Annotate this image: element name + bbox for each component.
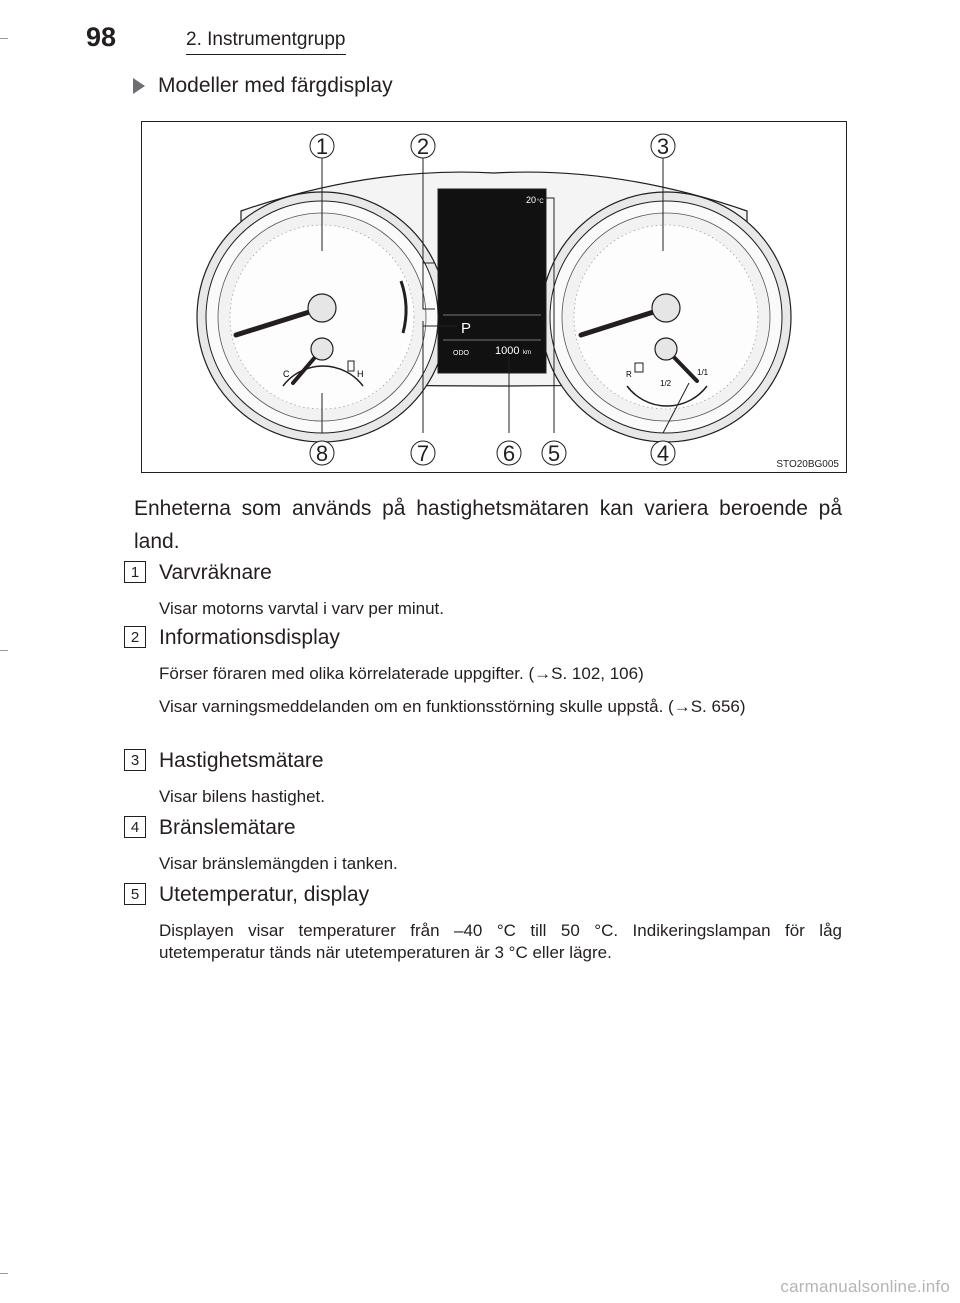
crop-mark-top — [0, 38, 8, 39]
instrument-cluster-illustration — [141, 121, 847, 473]
item-1-badge: 1 — [124, 561, 146, 583]
variant-label: Modeller med färgdisplay — [158, 74, 393, 97]
instrument-cluster-figure — [141, 121, 847, 473]
callout-7: 7 — [416, 441, 430, 466]
item-2-desc-2: Visar varningsmeddelanden om en funktionsstörning skulle uppstå. (→S. 656) — [159, 697, 746, 716]
item-1-title: Varvräknare — [159, 561, 272, 584]
callout-8: 8 — [315, 441, 329, 466]
display-odo-value: 1000 — [495, 345, 520, 357]
item-3-badge: 3 — [124, 749, 146, 771]
crop-mark-bottom — [0, 1273, 8, 1274]
callout-2: 2 — [416, 134, 430, 159]
item-2-desc-1: Förser föraren med olika körrelaterade uppgifter. (→S. 102, 106) — [159, 664, 644, 683]
display-gear: P — [461, 320, 472, 337]
item-3-desc: Visar bilens hastighet. — [159, 787, 326, 806]
item-5-title: Utetemperatur, display — [159, 883, 370, 906]
callout-3: 3 — [656, 134, 670, 159]
item-4-desc: Visar bränslemängden i tanken. — [159, 854, 398, 873]
item-2-title: Informationsdisplay — [159, 626, 340, 649]
callout-6: 6 — [502, 441, 516, 466]
item-5-desc: Displayen visar temperaturer från –40 °C till 50 °C. Indikeringslampan för låg utetemperatur tänds när utetemperaturen är 3 °C eller lägre. — [159, 921, 842, 962]
callout-1: 1 — [315, 134, 329, 159]
item-2-badge: 2 — [124, 626, 146, 648]
fuel-reserve-label: R — [626, 370, 632, 379]
callout-4: 4 — [656, 441, 670, 466]
item-5-badge: 5 — [124, 883, 146, 905]
display-temp-unit: °C — [537, 199, 544, 205]
speedometer-gauge — [541, 192, 791, 442]
triangle-bullet-icon — [133, 78, 145, 94]
intro-paragraph: Enheterna som används på hastighetsmätaren kan variera beroende på land. — [134, 497, 842, 553]
display-odo-unit: km — [523, 350, 531, 356]
display-odo-label: ODO — [453, 350, 469, 357]
watermark: carmanualsonline.info — [780, 1277, 950, 1296]
page-number: 98 — [86, 22, 117, 52]
display-temp-value: 20 — [526, 195, 537, 205]
center-display — [438, 189, 546, 373]
item-3-title: Hastighetsmätare — [159, 749, 324, 772]
figure-code: STO20BG005 — [776, 459, 839, 470]
variant-heading — [133, 74, 393, 98]
chapter-title: 2. Instrumentgrupp — [186, 29, 346, 50]
fuel-full-label: 1/1 — [697, 368, 709, 377]
header-rule — [186, 54, 346, 55]
callout-5: 5 — [547, 441, 561, 466]
item-4-badge: 4 — [124, 816, 146, 838]
item-1-desc: Visar motorns varvtal i varv per minut. — [159, 599, 444, 618]
temp-hot-label: H — [357, 369, 364, 379]
fuel-half-label: 1/2 — [660, 379, 672, 388]
temp-cold-label: C — [283, 369, 290, 379]
crop-mark-middle — [0, 650, 8, 651]
item-4-title: Bränslemätare — [159, 816, 296, 839]
